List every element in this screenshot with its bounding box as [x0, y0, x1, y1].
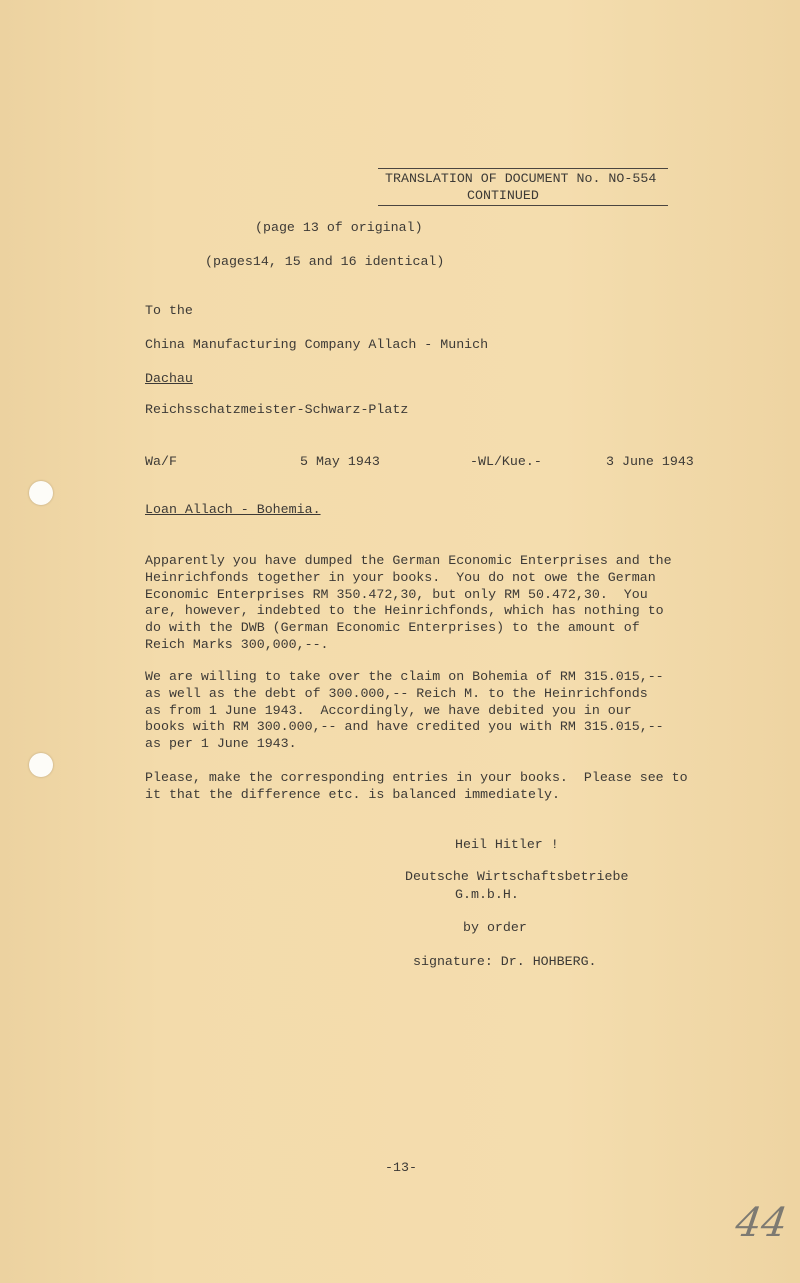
body-line: Economic Enterprises RM 350.472,30, but only RM 50.472,30. You [145, 586, 648, 602]
punch-hole [29, 753, 53, 777]
address-street: Reichsschatzmeister-Schwarz-Platz [145, 402, 409, 417]
document-title: TRANSLATION OF DOCUMENT No. NO-554 [385, 171, 657, 186]
handwritten-page-number: 44 [732, 1200, 791, 1246]
subject-line: Loan Allach - Bohemia. [145, 502, 321, 517]
body-line: books with RM 300.000,-- and have credited you with RM 315.015,-- [145, 719, 664, 735]
body-line: Apparently you have dumped the German Economic Enterprises and the [145, 553, 672, 568]
body-line: as from 1 June 1943. Accordingly, we have debited you in our [145, 702, 632, 718]
closing-company: Deutsche Wirtschaftsbetriebe [405, 869, 629, 884]
closing-greeting: Heil Hitler ! [455, 837, 559, 852]
body-line: Reich Marks 300,000,--. [145, 636, 329, 652]
closing-by-order: by order [463, 920, 527, 935]
reference-code-2: -WL/Kue.- [470, 454, 542, 469]
address-city: Dachau [145, 371, 193, 386]
closing-company-form: G.m.b.H. [455, 887, 519, 902]
address-company: China Manufacturing Company Allach - Munich [145, 337, 489, 352]
punch-hole [29, 481, 53, 505]
document-subtitle: CONTINUED [467, 188, 539, 203]
body-line: Please, make the corresponding entries in your books. Please see to [145, 770, 688, 785]
body-line: Heinrichfonds together in your books. You do not owe the German [145, 569, 656, 585]
reference-date-1: 5 May 1943 [300, 454, 380, 469]
paragraph-1 [145, 553, 672, 654]
page-number: -13- [385, 1160, 417, 1175]
body-line: are, however, indebted to the Heinrichfonds, which has nothing to [145, 603, 664, 619]
body-line: We are willing to take over the claim on Bohemia of RM 315.015,-- [145, 669, 664, 684]
header-rule-bottom [378, 205, 668, 206]
address-to: To the [145, 303, 193, 318]
body-line: as well as the debt of 300.000,-- Reich M. to the Heinrichfonds [145, 685, 648, 701]
body-line: as per 1 June 1943. [145, 736, 297, 752]
paragraph-2 [145, 669, 664, 753]
reference-date-2: 3 June 1943 [606, 454, 694, 469]
closing-signature: signature: Dr. HOHBERG. [413, 954, 597, 969]
identical-note: (pages14, 15 and 16 identical) [205, 254, 445, 269]
reference-code: Wa/F [145, 454, 177, 469]
body-line: do with the DWB (German Economic Enterprises) to the amount of [145, 620, 640, 636]
body-line: it that the difference etc. is balanced immediately. [145, 786, 560, 802]
page-note: (page 13 of original) [255, 220, 423, 235]
paragraph-3 [145, 770, 688, 804]
header-rule-top [378, 168, 668, 169]
